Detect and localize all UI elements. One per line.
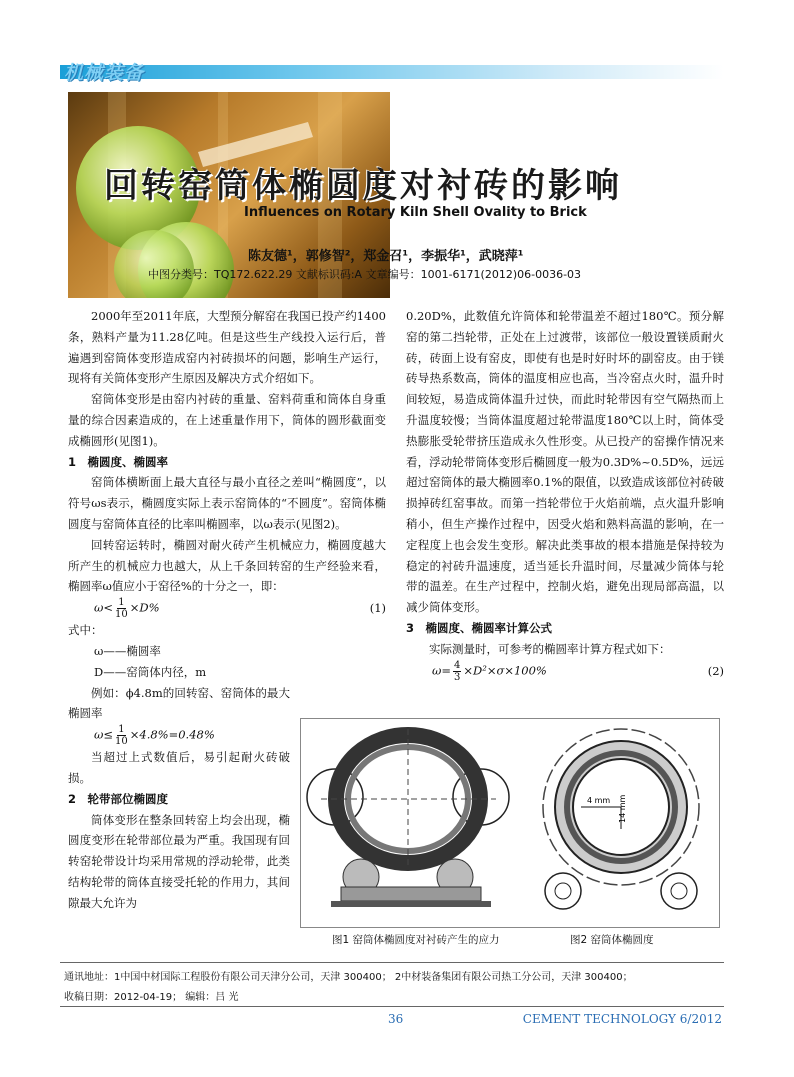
paragraph: 窑筒体变形是由窑内衬砖的重量、窑料荷重和筒体自身重量的综合因素造成的，在上述重量作用下，筒体的圆形截面变成椭圆形(见图1)。 bbox=[68, 392, 386, 448]
paragraph: 当超过上式数值后，易引起耐火砖破损。 bbox=[68, 750, 290, 785]
definition: ω——椭圆率 bbox=[94, 643, 161, 658]
paragraph: 回转窑运转时，椭圆对耐火砖产生机械应力，椭圆度越大所产生的机械应力也越大，从上千条回转窑的生产经验来看，椭圆率ω值应小于窑径%的十分之一，即： bbox=[68, 537, 386, 594]
paragraph: 例如：ϕ4.8m的回转窑、窑筒体的最大椭圆率 bbox=[68, 685, 290, 721]
journal-name: CEMENT TECHNOLOGY 6/2012 bbox=[522, 1012, 722, 1026]
equation-2: ω≤ $\frac{1}{10}$ ×4.8%=0.48% bbox=[94, 724, 215, 748]
footer-received: 收稿日期：2012-04-19； 编辑：吕 光 bbox=[64, 992, 239, 1003]
equation-1: ω< $\frac{1}{10}$ ×D% (1) bbox=[94, 597, 386, 621]
figure-2-drawing bbox=[301, 719, 719, 927]
definition: D——窑筒体内径，m bbox=[94, 664, 207, 679]
figure-box bbox=[300, 718, 720, 928]
footer-rule bbox=[60, 1006, 724, 1007]
equation-number: (2) bbox=[707, 663, 724, 678]
figure-1-caption: 图1 窑筒体椭圆度对衬砖产生的应力 bbox=[332, 934, 500, 946]
article-title-english: Influences on Rotary Kiln Shell Ovality to Brick bbox=[244, 205, 587, 220]
page-number: 36 bbox=[388, 1012, 404, 1026]
paragraph: 窑筒体横断面上最大直径与最小直径之差叫“椭圆度”，以符号ωs表示，椭圆度实际上表示窑筒体的“不圆度”。窑筒体椭圆度与窑筒体直径的比率叫椭圆率，以ω表示(见图2)。 bbox=[68, 475, 386, 531]
equation-3: ω= $\frac{4}{3}$ ×D²×σ×100% (2) bbox=[432, 659, 724, 683]
classification-info: 中图分类号：TQ172.622.29 文献标识码:A 文章编号：1001-6171(2012)06-0036-03 bbox=[148, 268, 582, 281]
fig2-label: 14 mm bbox=[618, 794, 627, 823]
section-heading: 3 椭圆度、椭圆率计算公式 bbox=[406, 620, 553, 635]
section-heading: 1 椭圆度、椭圆率 bbox=[68, 454, 169, 469]
authors: 陈友德¹，郭修智²，郑金召¹，李振华¹，武晓萍¹ bbox=[248, 249, 524, 264]
section-label: 机械装备 bbox=[64, 62, 145, 84]
article-title: 回转窑筒体椭圆度对衬砖的影响 bbox=[104, 166, 622, 206]
right-column bbox=[406, 306, 724, 683]
fig2-label: 4 mm bbox=[587, 796, 611, 805]
section-heading: 2 轮带部位椭圆度 bbox=[68, 791, 169, 806]
paragraph: 2000年至2011年底，大型预分解窑在我国已投产约1400条，熟料产量为11.28亿吨。但是这些生产线投入运行后，普遍遇到窑筒体变形造成窑内衬砖损坏的问题，影响生产运行，现将有关筒体变形产生原因及解决方式介绍如下。 bbox=[68, 309, 386, 386]
header-bar bbox=[60, 65, 724, 79]
figure-2-caption: 图2 窑筒体椭圆度 bbox=[570, 934, 654, 946]
footer-address: 通讯地址：1中国中材国际工程股份有限公司天津分公司，天津 300400； 2中材装备集团有限公司热工分公司，天津 300400； bbox=[64, 972, 633, 983]
paragraph: 式中： bbox=[68, 623, 103, 638]
paragraph: 筒体变形在整条回转窑上均会出现，椭圆度变形在轮带部位最为严重。我国现有回转窑轮带设计均采用常规的浮动轮带，此类结构轮带的筒体直接受托轮的作用力，其间隙最大允许为 bbox=[68, 812, 290, 910]
footer-rule bbox=[60, 962, 724, 963]
paragraph: 0.20D%，此数值允许筒体和轮带温差不超过180℃。预分解窑的第二挡轮带，正处在上过渡带，该部位一般设置镁质耐火砖，砖面上设有窑皮，即使有也是时好时坏的副窑皮。由于镁砖导热系数高，筒体的温度相应也高，当冷窑点火时，温升时间较短，易造成筒体温升过快，而此时轮带因有空气隔热而上升温度较慢；当筒体温度超过轮带温度180℃以上时，筒体受热膨胀受轮带挤压造成永久性形变。从已投产的窑操作情况来看，浮动轮带筒体变形后椭圆度一般为0.3D%~0.5D%，远远超过窑筒体的最大椭圆率0.1%的限值，以致造成该部位衬砖破损掉砖红窑事故。而第一挡轮带位于火焰前端，点火温升影响稍小，但生产操作过程中，因受火焰和熟料高温的影响，在一定程度上也会发生变形。解决此类事故的根本措施是保持较为稳定的衬砖升温速度，适当延长升温时间，尽量减少筒体与轮带的温差。在生产过程中，控制火焰，避免出现局部高温，以减少筒体变形。 bbox=[406, 309, 724, 615]
paragraph: 实际测量时，可参考的椭圆率计算方程式如下： bbox=[429, 641, 671, 656]
equation-number: (1) bbox=[369, 601, 386, 616]
